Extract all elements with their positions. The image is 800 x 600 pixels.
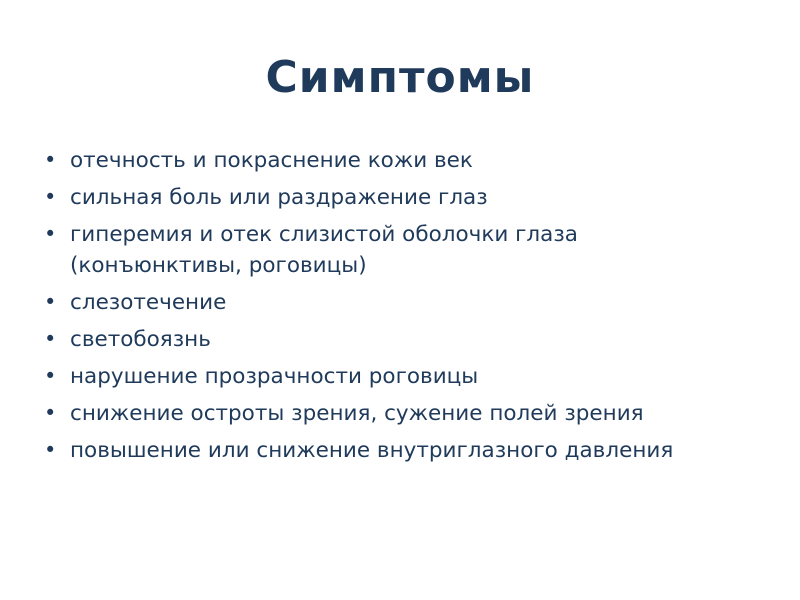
bullet-icon: • [44, 438, 57, 462]
list-item [44, 398, 744, 429]
list-item [44, 145, 744, 176]
list-item [44, 182, 744, 213]
list-item [44, 324, 744, 355]
symptom-list [44, 145, 744, 472]
list-item-text: отечность и покраснение кожи век [70, 148, 473, 173]
bullet-icon: • [44, 290, 57, 314]
list-item [44, 287, 744, 318]
list-item-text: сильная боль или раздражение глаз [70, 185, 488, 210]
list-item [44, 361, 744, 392]
bullet-icon: • [44, 185, 57, 209]
list-item-text: гиперемия и отек слизистой оболочки глаза (конъюнктивы, роговицы) [70, 222, 578, 278]
list-item [44, 219, 744, 281]
bullet-icon: • [44, 148, 57, 172]
bullet-icon: • [44, 327, 57, 351]
bullet-icon: • [44, 401, 57, 425]
list-item-text: нарушение прозрачности роговицы [70, 364, 479, 389]
list-item-text: снижение остроты зрения, сужение полей зрения [70, 401, 644, 426]
bullet-icon: • [44, 364, 57, 388]
list-item [44, 435, 744, 466]
list-item-text: повышение или снижение внутриглазного давления [70, 438, 674, 463]
bullet-icon: • [44, 222, 57, 246]
list-item-text: слезотечение [70, 290, 227, 315]
list-item-text: светобоязнь [70, 327, 211, 352]
slide-title: Симптомы [265, 52, 535, 103]
